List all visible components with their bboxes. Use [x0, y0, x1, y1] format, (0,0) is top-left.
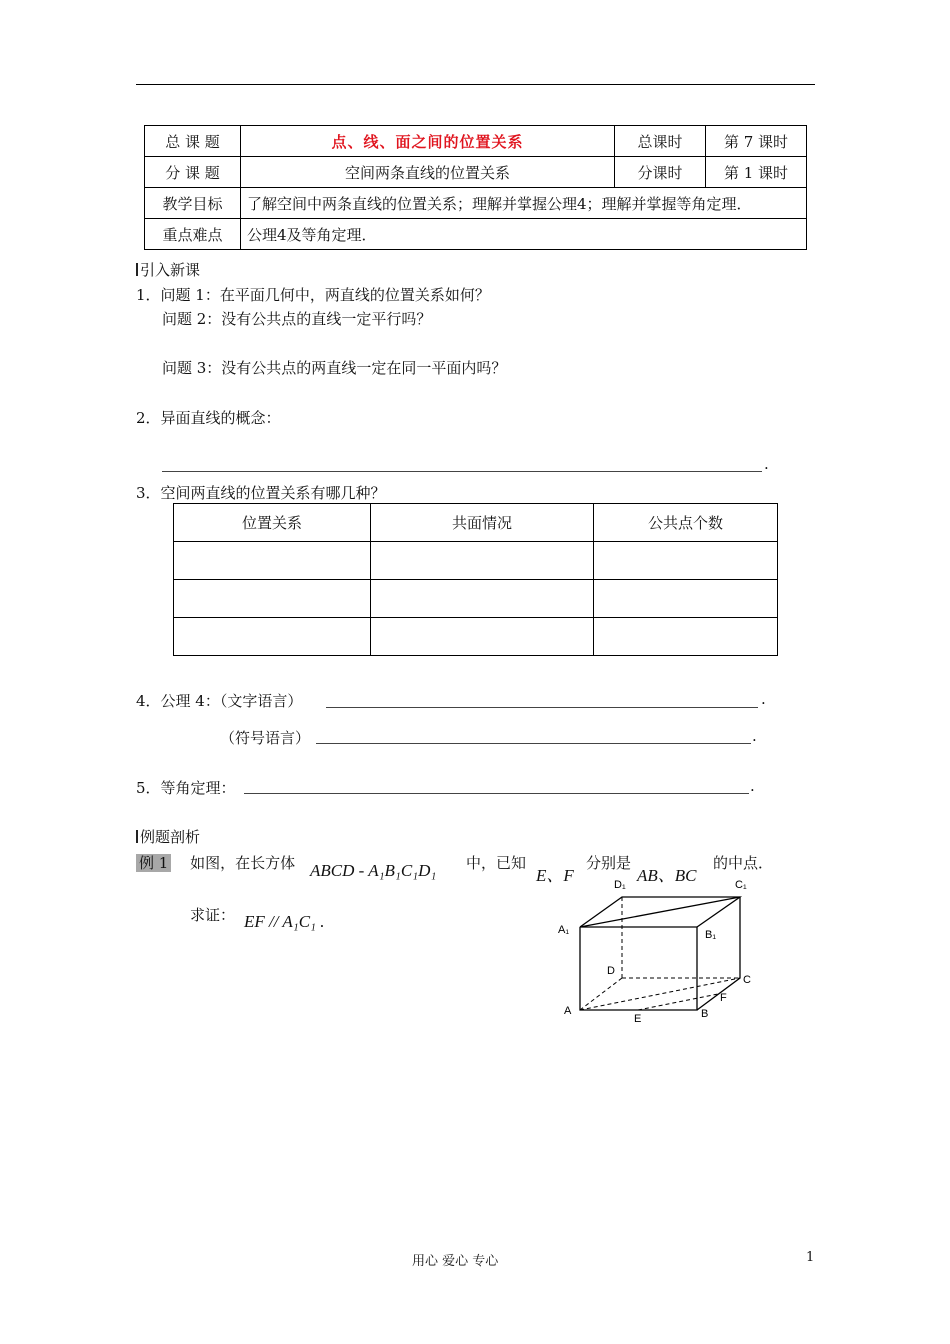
total-hours-value: 第 7 课时 [706, 126, 807, 157]
label-c1: C₁ [735, 879, 747, 891]
lesson-info-table [144, 125, 807, 250]
item-2-skew-lines: 2．异面直线的概念： [136, 409, 281, 427]
label-d: D [607, 965, 615, 977]
line-period: . [761, 690, 766, 708]
example-expr-cuboid: ABCD - A₁B₁C₁D₁ [310, 861, 437, 880]
hidden-edge-ad [580, 978, 622, 1010]
section-examples-heading [136, 826, 200, 847]
overall-topic-label: 总 课 题 [145, 126, 241, 157]
item-5-equal-angle-label: 5．等角定理： [136, 779, 236, 797]
cuboid-figure [550, 870, 770, 1030]
footer-motto: 用心 爱心 专心 [412, 1254, 499, 1269]
example-tag: 例 1 [136, 854, 171, 872]
objectives-content: 了解空间中两条直线的位置关系；理解并掌握公理4；理解并掌握等角定理． [241, 188, 807, 219]
label-a: A [564, 1005, 572, 1017]
answer-line[interactable] [162, 471, 762, 472]
table-row [174, 618, 778, 656]
prove-label: 求证： [190, 906, 236, 924]
relation-table [173, 503, 778, 656]
sub-hours-label: 分课时 [615, 157, 706, 188]
label-d1: D₁ [614, 879, 626, 891]
table-cell[interactable] [174, 580, 371, 618]
label-b1: B₁ [705, 929, 717, 941]
page-number: 1 [806, 1250, 815, 1265]
table-cell[interactable] [174, 618, 371, 656]
prove-expr: EF // A₁C₁ . [244, 912, 325, 931]
answer-line[interactable] [326, 707, 758, 708]
table-row [174, 580, 778, 618]
sub-topic-label: 分 课 题 [145, 157, 241, 188]
example-expr-points: E、F [536, 866, 574, 885]
section-examples-title: 例题剖析 [140, 828, 201, 846]
diagonal-a1c1 [580, 897, 740, 927]
label-f: F [720, 992, 727, 1004]
example-expr-edges: AB、BC [637, 866, 697, 885]
item-4-axiom-label: 4．公理 4：（文字语言） [136, 692, 303, 710]
table-row [174, 504, 778, 542]
table-cell[interactable] [371, 542, 594, 580]
section-marker-icon [136, 263, 138, 276]
table-row [174, 542, 778, 580]
table-row [145, 126, 807, 157]
label-c: C [743, 974, 751, 986]
section-intro-title: 引入新课 [140, 261, 201, 279]
table-cell[interactable] [371, 580, 594, 618]
question-3: 问题 3：没有公共点的两直线一定在同一平面内吗？ [162, 359, 507, 377]
objectives-label: 教学目标 [145, 188, 241, 219]
answer-line[interactable] [244, 793, 749, 794]
section-intro-heading [136, 259, 200, 280]
section-marker-icon [136, 830, 138, 843]
example-1 [136, 852, 295, 873]
example-text-1: 如图，在长方体 [190, 854, 296, 872]
question-2: 问题 2：没有公共点的直线一定平行吗？ [162, 310, 432, 328]
table-cell[interactable] [594, 580, 778, 618]
total-hours-label: 总课时 [615, 126, 706, 157]
line-period: . [752, 727, 757, 745]
question-1: 1．问题 1：在平面几何中，两直线的位置关系如何？ [136, 286, 490, 304]
table-row [145, 219, 807, 250]
example-text-3: 分别是 [586, 854, 632, 872]
table-cell[interactable] [594, 542, 778, 580]
label-e: E [634, 1013, 642, 1025]
front-face [580, 927, 697, 1010]
example-text-4: 的中点． [713, 854, 774, 872]
table-cell[interactable] [371, 618, 594, 656]
answer-line[interactable] [316, 743, 751, 744]
overall-topic-title: 点、线、面之间的位置关系 [241, 126, 615, 157]
header-cell-common-points: 公共点个数 [594, 504, 778, 542]
key-points-label: 重点难点 [145, 219, 241, 250]
right-face [697, 897, 740, 1010]
table-row [145, 188, 807, 219]
label-b: B [701, 1008, 709, 1020]
table-cell[interactable] [174, 542, 371, 580]
item-3-relations: 3．空间两直线的位置关系有哪几种？ [136, 484, 386, 502]
sub-hours-value: 第 1 课时 [706, 157, 807, 188]
table-cell[interactable] [594, 618, 778, 656]
header-rule [136, 84, 815, 85]
line-period: . [750, 777, 755, 795]
item-4-symbol-label: （符号语言） [220, 729, 311, 747]
header-cell-relation: 位置关系 [174, 504, 371, 542]
table-row [145, 157, 807, 188]
header-cell-coplanar: 共面情况 [371, 504, 594, 542]
line-period: . [764, 455, 769, 473]
sub-topic-title: 空间两条直线的位置关系 [241, 157, 615, 188]
example-text-2: 中，已知 [466, 854, 527, 872]
key-points-content: 公理4及等角定理． [241, 219, 807, 250]
label-a1: A₁ [558, 924, 570, 936]
